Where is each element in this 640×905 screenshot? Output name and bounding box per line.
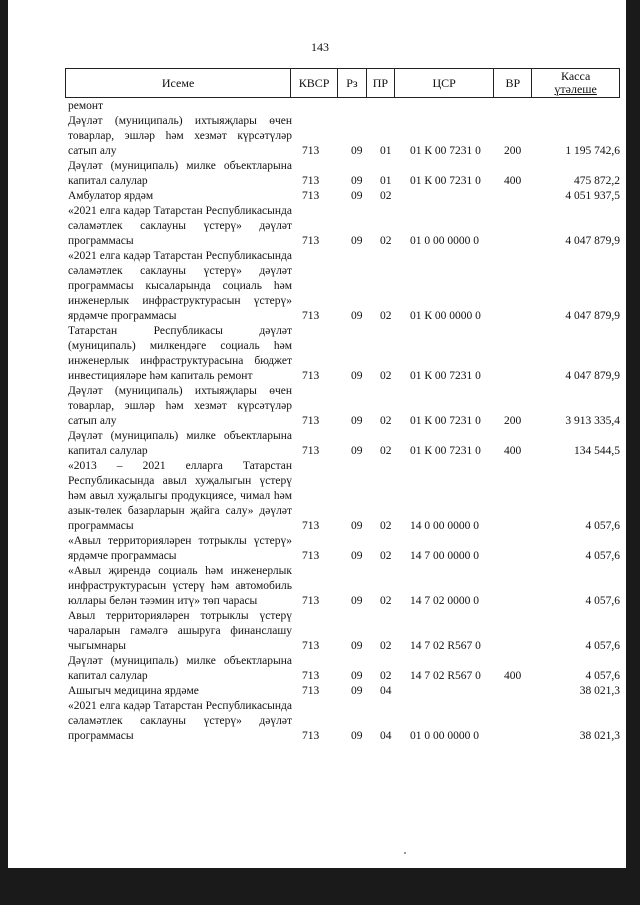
row-pr: 02 [380,235,392,247]
row-kvsr: 713 [302,685,320,697]
row-pr: 02 [380,640,392,652]
table-row [68,159,620,189]
row-pr: 02 [380,190,392,202]
row-sum: 4 047 879,9 [565,370,620,382]
row-csr: 01 К 00 7231 0 [410,175,481,187]
scan-speck [404,852,406,854]
row-pr: 02 [380,595,392,607]
row-rz: 09 [351,310,363,322]
scan-border-right [626,0,640,905]
row-csr: 14 7 02 0000 0 [410,595,479,607]
header-pr: ПР [367,69,395,97]
row-rz: 09 [351,730,363,742]
row-pr: 02 [380,370,392,382]
row-rz: 09 [351,595,363,607]
row-pr: 02 [380,415,392,427]
table-row [68,189,620,204]
row-csr: 14 7 02 R567 0 [410,640,481,652]
row-sum: 4 057,6 [585,640,620,652]
row-pr: 02 [380,310,392,322]
row-rz: 09 [351,685,363,697]
header-sum-line1: Касса [561,69,591,83]
row-rz: 09 [351,235,363,247]
row-kvsr: 713 [302,640,320,652]
table-row [68,249,620,324]
page-number: 143 [311,40,329,54]
row-csr: 14 0 00 0000 0 [410,520,479,532]
row-kvsr: 713 [302,370,320,382]
row-kvsr: 713 [302,175,320,187]
row-kvsr: 713 [302,235,320,247]
scan-border-bottom [0,868,640,905]
row-rz: 09 [351,550,363,562]
row-name: Дәүләт (муниципаль) милке объектларына капитал салулар [68,160,292,187]
table-row [68,654,620,684]
row-sum: 4 057,6 [585,595,620,607]
row-name: «2021 елга кадәр Татарстан Республикасында сәламәтлек саклауны үстерү» дәүләт программасы [68,700,292,742]
row-name: «Авыл җирендә социаль һәм инженерлык инфраструктурасын үстерү һәм автомобиль юллары белән тәэмин итү» төп чарасы [68,565,292,607]
header-csr: ЦСР [395,69,495,97]
table-row [68,204,620,249]
row-name: Дәүләт (муниципаль) ихтыяҗлары өчен товарлар, эшләр һәм хезмәт күрсәтүләр сатып алу [68,385,292,427]
row-kvsr: 713 [302,445,320,457]
table-row [68,99,620,114]
row-rz: 09 [351,190,363,202]
row-sum: 4 051 937,5 [565,190,620,202]
row-csr: 01 К 00 7231 0 [410,370,481,382]
header-vr: ВР [494,69,532,97]
row-name: Татарстан Республикасы дәүләт (муниципаль) милкендәге социаль һәм инженерлык инфраструктурасына бюджет инвестицияләре һәм капиталь ремонт [68,325,292,382]
table-row [68,324,620,384]
row-rz: 09 [351,445,363,457]
row-csr: 01 К 00 7231 0 [410,145,481,157]
row-name: Дәүләт (муниципаль) милке объектларына капитал салулар [68,655,292,682]
row-rz: 09 [351,175,363,187]
table-row [68,429,620,459]
row-pr: 02 [380,550,392,562]
row-name: «2013 – 2021 елларга Татарстан Республикасында авыл хуҗалыгын үстерү һәм авыл хуҗалыгы продукциясе, чимал һәм азык-төлек базарларын җайга салу» дәүләт программасы [68,460,292,532]
table-row [68,534,620,564]
row-sum: 134 544,5 [574,445,620,457]
row-kvsr: 713 [302,520,320,532]
row-pr: 01 [380,175,392,187]
row-kvsr: 713 [302,310,320,322]
row-sum: 475 872,2 [574,175,620,187]
row-kvsr: 713 [302,595,320,607]
row-rz: 09 [351,370,363,382]
row-kvsr: 713 [302,145,320,157]
row-vr: 200 [504,145,522,157]
row-kvsr: 713 [302,670,320,682]
row-csr: 01 0 00 0000 0 [410,730,479,742]
header-rz: Рз [338,69,367,97]
row-sum: 38 021,3 [579,730,620,742]
table-row [68,564,620,609]
row-name: «2021 елга кадәр Татарстан Республикасында сәламәтлек саклауны үстерү» дәүләт программасы кысаларында социаль һәм инженерлык инфраструктурасын үстерү» ярдәмче программасы [68,250,292,322]
row-vr: 400 [504,445,522,457]
row-sum: 4 057,6 [585,670,620,682]
row-vr: 400 [504,175,522,187]
table-body [68,99,620,744]
header-name: Исеме [66,69,291,97]
table-row [68,459,620,534]
row-vr: 200 [504,415,522,427]
row-sum: 3 913 335,4 [565,415,620,427]
row-csr: 01 К 00 0000 0 [410,310,481,322]
row-rz: 09 [351,145,363,157]
row-pr: 04 [380,685,392,697]
row-name: «Авыл территорияләрен тотрыклы үстерү» ярдәмче программасы [68,535,292,562]
row-csr: 01 0 00 0000 0 [410,235,479,247]
row-rz: 09 [351,415,363,427]
row-pr: 01 [380,145,392,157]
row-sum: 38 021,3 [579,685,620,697]
row-name: Дәүләт (муниципаль) ихтыяҗлары өчен товарлар, эшләр һәм хезмәт күрсәтүләр сатып алу [68,115,292,157]
row-sum: 4 047 879,9 [565,235,620,247]
row-rz: 09 [351,640,363,652]
row-rz: 09 [351,670,363,682]
row-kvsr: 713 [302,190,320,202]
table-row [68,699,620,744]
row-name: ремонт [68,100,104,112]
row-csr: 14 7 00 0000 0 [410,550,479,562]
row-sum: 4 057,6 [585,520,620,532]
row-pr: 02 [380,670,392,682]
row-name: Авыл территорияләрен тотрыклы үстерү чараларын гамәлгә ашыруга финанслашу чыгымнары [68,610,292,652]
row-name: Дәүләт (муниципаль) милке объектларына капитал салулар [68,430,292,457]
row-csr: 01 К 00 7231 0 [410,415,481,427]
row-sum: 4 057,6 [585,550,620,562]
row-pr: 02 [380,520,392,532]
row-name: Амбулатор ярдәм [68,190,154,202]
row-pr: 02 [380,445,392,457]
row-sum: 1 195 742,6 [565,145,620,157]
row-rz: 09 [351,520,363,532]
row-sum: 4 047 879,9 [565,310,620,322]
scan-border-left [0,0,8,905]
header-kvsr: КВСР [291,69,338,97]
row-kvsr: 713 [302,730,320,742]
row-vr: 400 [504,670,522,682]
table-header [65,68,620,98]
row-kvsr: 713 [302,550,320,562]
row-csr: 01 К 00 7231 0 [410,445,481,457]
table-row [68,114,620,159]
table-row [68,609,620,654]
table-row [68,684,620,699]
row-csr: 14 7 02 R567 0 [410,670,481,682]
table-row [68,384,620,429]
header-sum [532,69,619,97]
header-sum-line2: үтәлеше [554,82,597,96]
row-name: «2021 елга кадәр Татарстан Республикасында сәламәтлек саклауны үстерү» дәүләт программасы [68,205,292,247]
row-kvsr: 713 [302,415,320,427]
row-name: Ашыгыч медицина ярдәме [68,685,199,697]
row-pr: 04 [380,730,392,742]
